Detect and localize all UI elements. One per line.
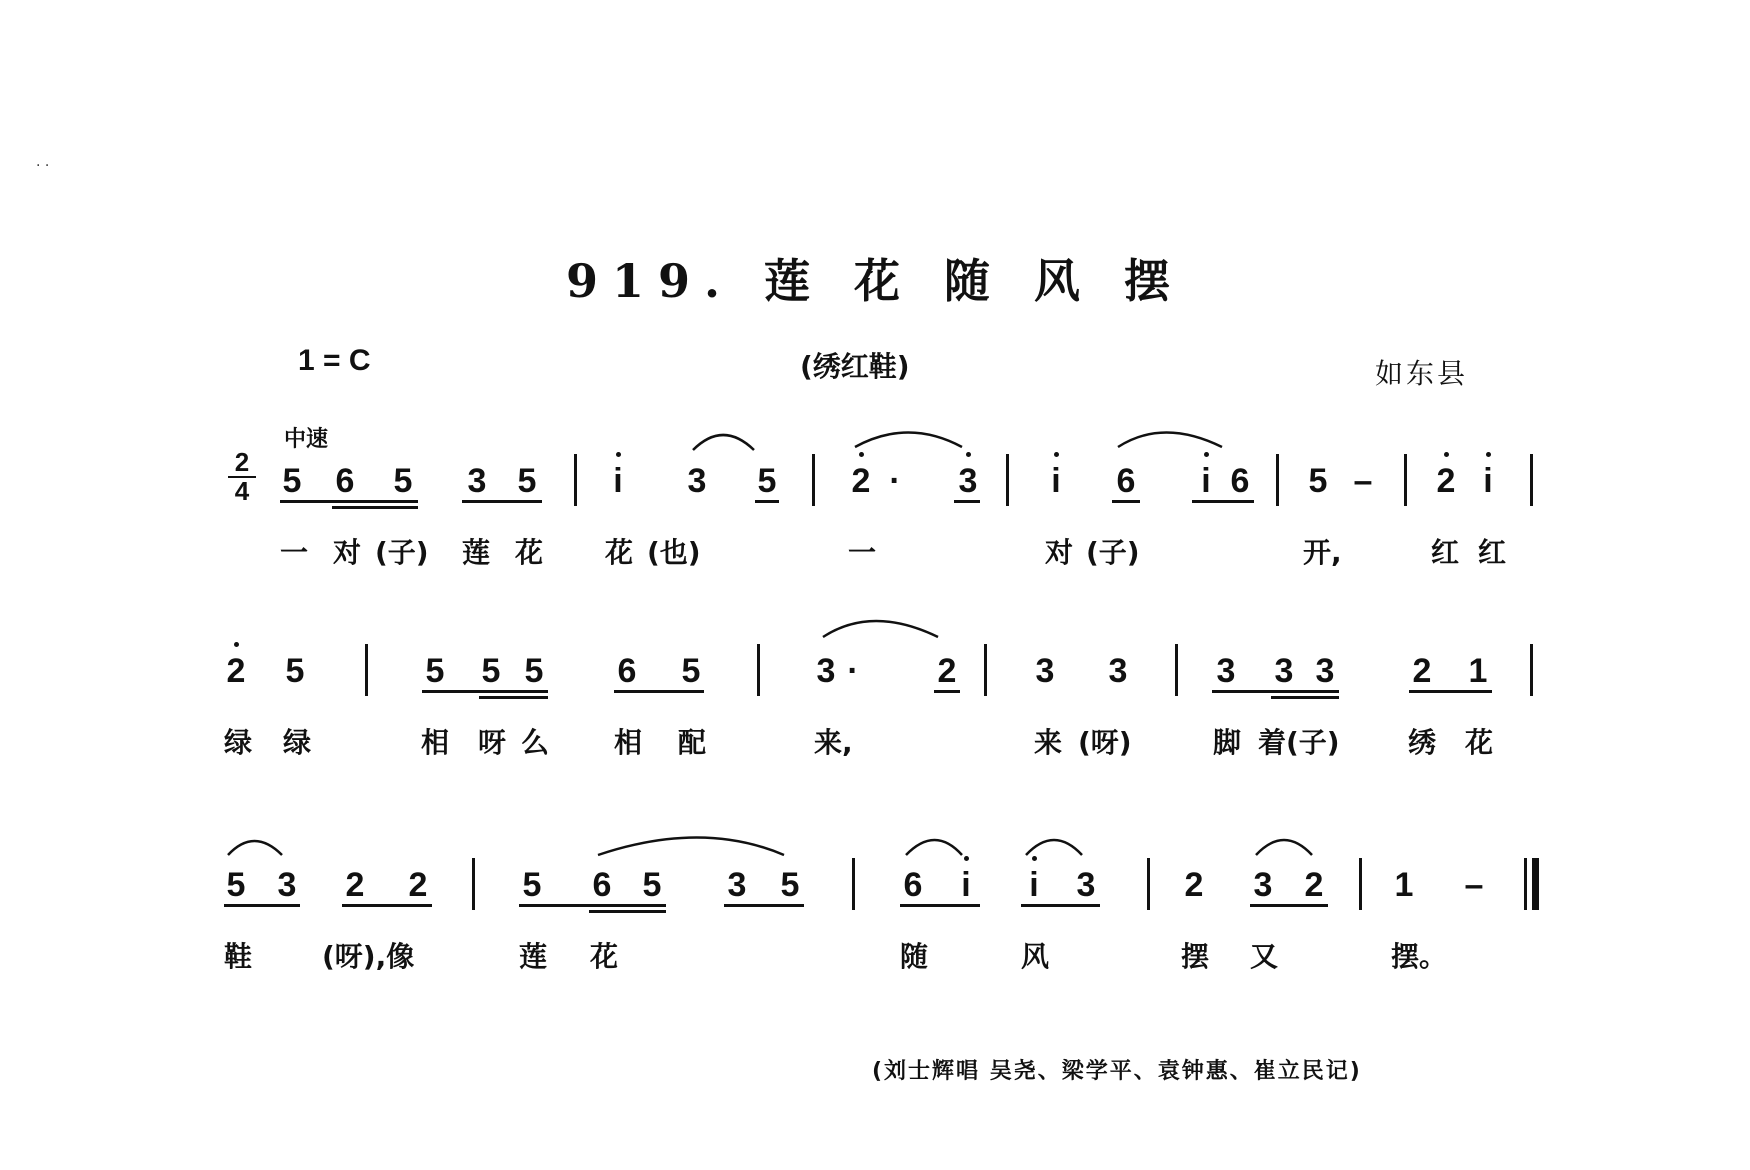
note: i bbox=[1483, 462, 1493, 500]
note: 3 bbox=[727, 866, 747, 904]
lyric: 配 bbox=[678, 726, 707, 759]
note: 3 bbox=[1216, 652, 1236, 690]
note: 3 bbox=[687, 462, 707, 500]
note: 5 bbox=[282, 462, 302, 500]
note: 6 bbox=[592, 866, 612, 904]
lyric: 莲 bbox=[519, 940, 548, 973]
slur bbox=[1256, 840, 1312, 855]
note: 5 bbox=[393, 462, 413, 500]
lyric: 开, bbox=[1303, 536, 1342, 569]
note: 2 bbox=[1304, 866, 1324, 904]
note: · bbox=[889, 462, 901, 500]
note: 3 bbox=[277, 866, 297, 904]
corner-mark: · · bbox=[36, 158, 50, 174]
note: 1 bbox=[1394, 866, 1414, 904]
note: 2 bbox=[1412, 652, 1432, 690]
lyric: 脚 bbox=[1213, 726, 1242, 759]
lyric: 绿 bbox=[224, 726, 253, 759]
note: 6 bbox=[617, 652, 637, 690]
lyric: 相 bbox=[614, 726, 643, 759]
note: 2 bbox=[345, 866, 365, 904]
credit-line: (刘士辉唱 吴尧、梁学平、袁钟惠、崔立民记) bbox=[872, 1059, 1362, 1084]
lyric: 相 bbox=[421, 726, 450, 759]
note: 2 bbox=[1436, 462, 1456, 500]
note: 5 bbox=[757, 462, 777, 500]
lyric: 来 bbox=[1034, 726, 1063, 759]
lyric: (子) bbox=[1086, 536, 1140, 569]
lyric: 又 bbox=[1250, 940, 1279, 973]
note: 2 bbox=[851, 462, 871, 500]
note: 3 bbox=[816, 652, 836, 690]
note: 6 bbox=[1230, 462, 1250, 500]
note: 5 bbox=[524, 652, 544, 690]
slur bbox=[598, 838, 784, 856]
tempo-marking: 中速 bbox=[284, 427, 329, 452]
slur bbox=[855, 433, 962, 448]
note: 5 bbox=[285, 652, 305, 690]
lyric: 红 bbox=[1478, 536, 1507, 569]
lyric: (呀),像 bbox=[322, 940, 415, 973]
note: – bbox=[1464, 866, 1484, 904]
lyric: 花 bbox=[515, 536, 544, 569]
note: · bbox=[847, 652, 859, 690]
song-subtitle: (绣红鞋) bbox=[800, 350, 910, 383]
note: i bbox=[961, 866, 971, 904]
time-signature-bottom: 4 bbox=[234, 476, 250, 506]
note: 2 bbox=[226, 652, 246, 690]
lyric: 呀 bbox=[478, 726, 507, 759]
note: 1 bbox=[1468, 652, 1488, 690]
slur bbox=[1118, 433, 1222, 448]
lyric: 么 bbox=[521, 726, 550, 759]
lyric: (也) bbox=[647, 536, 701, 569]
slur bbox=[1026, 840, 1082, 855]
key-signature: 1 = C bbox=[298, 344, 371, 377]
lyric: 绣 bbox=[1408, 726, 1437, 759]
lyric: 一 bbox=[848, 536, 877, 569]
slur bbox=[906, 840, 962, 855]
note: – bbox=[1353, 462, 1373, 500]
lyric: 摆 bbox=[1181, 940, 1210, 973]
lyric: 对 bbox=[1045, 536, 1074, 569]
note: 5 bbox=[425, 652, 445, 690]
lyric: 风 bbox=[1021, 940, 1050, 973]
slur bbox=[823, 621, 938, 637]
note: 5 bbox=[642, 866, 662, 904]
note: 3 bbox=[1035, 652, 1055, 690]
lyric: (呀) bbox=[1078, 726, 1132, 759]
note: 6 bbox=[1116, 462, 1136, 500]
lyric: 花 bbox=[605, 536, 634, 569]
note: 2 bbox=[408, 866, 428, 904]
note: 3 bbox=[958, 462, 978, 500]
time-signature-top: 2 bbox=[228, 449, 256, 478]
lyric: 一 bbox=[280, 536, 309, 569]
lyric: 来, bbox=[814, 726, 853, 759]
note: 3 bbox=[467, 462, 487, 500]
lyric: 着(子) bbox=[1258, 726, 1340, 759]
note: i bbox=[1051, 462, 1061, 500]
lyric: 鞋 bbox=[224, 940, 253, 973]
lyric: 摆。 bbox=[1391, 940, 1448, 973]
lyric: 花 bbox=[1465, 726, 1494, 759]
lyric: 花 bbox=[590, 940, 619, 973]
slur bbox=[693, 435, 754, 450]
note: 5 bbox=[481, 652, 501, 690]
note: 3 bbox=[1108, 652, 1128, 690]
note: i bbox=[613, 462, 623, 500]
note: 3 bbox=[1274, 652, 1294, 690]
song-title: 919. 莲 花 随 风 摆 bbox=[565, 254, 1185, 308]
region-label: 如东县 bbox=[1375, 357, 1469, 390]
note: 5 bbox=[522, 866, 542, 904]
slur bbox=[228, 841, 282, 855]
lyric: 随 bbox=[900, 940, 929, 973]
lyric: 对 bbox=[333, 536, 362, 569]
note: 3 bbox=[1253, 866, 1273, 904]
note: i bbox=[1201, 462, 1211, 500]
note: 5 bbox=[226, 866, 246, 904]
lyric: 红 bbox=[1431, 536, 1460, 569]
lyric: (子) bbox=[375, 536, 429, 569]
note: 6 bbox=[903, 866, 923, 904]
note: 5 bbox=[1308, 462, 1328, 500]
note: 2 bbox=[937, 652, 957, 690]
lyric: 莲 bbox=[462, 536, 491, 569]
lyric: 绿 bbox=[283, 726, 312, 759]
note: 3 bbox=[1076, 866, 1096, 904]
note: 6 bbox=[335, 462, 355, 500]
note: 5 bbox=[681, 652, 701, 690]
note: 3 bbox=[1315, 652, 1335, 690]
note: 5 bbox=[517, 462, 537, 500]
note: 2 bbox=[1184, 866, 1204, 904]
note: 5 bbox=[780, 866, 800, 904]
note: i bbox=[1029, 866, 1039, 904]
